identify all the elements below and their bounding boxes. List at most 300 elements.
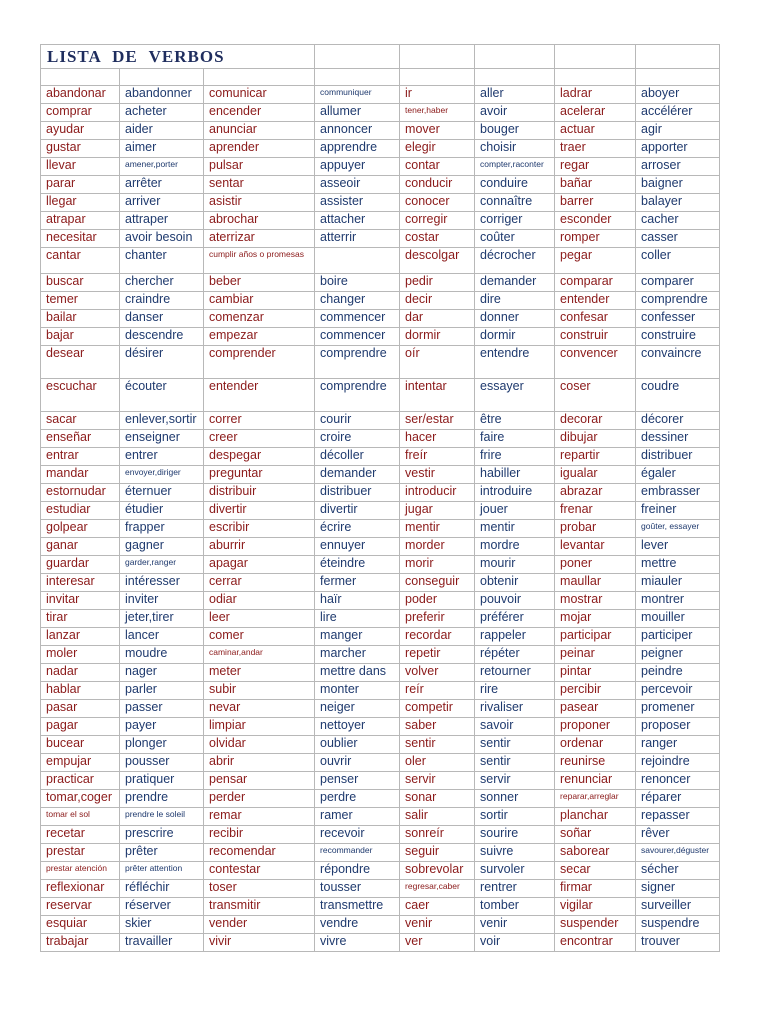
french-verb-cell: repasser xyxy=(636,808,720,826)
spanish-verb-cell: morder xyxy=(400,538,475,556)
french-verb-cell: éteindre xyxy=(315,556,400,574)
french-verb-cell: écrire xyxy=(315,520,400,538)
spanish-verb-cell: estudiar xyxy=(41,502,120,520)
spanish-verb-cell: soñar xyxy=(555,826,636,844)
spanish-verb-cell: llegar xyxy=(41,194,120,212)
spanish-verb-cell: asistir xyxy=(204,194,315,212)
spanish-verb-cell: tener,haber xyxy=(400,104,475,122)
french-verb-cell: vendre xyxy=(315,916,400,934)
empty-cell xyxy=(41,69,120,86)
french-verb-cell: venir xyxy=(475,916,555,934)
french-verb-cell: recommander xyxy=(315,844,400,862)
spanish-verb-cell: cantar xyxy=(41,248,120,274)
verb-row xyxy=(41,574,720,592)
french-verb-cell: prendre le soleil xyxy=(120,808,204,826)
french-verb-cell: payer xyxy=(120,718,204,736)
spanish-verb-cell: empujar xyxy=(41,754,120,772)
spanish-verb-cell: preguntar xyxy=(204,466,315,484)
french-verb-cell: comprendre xyxy=(636,292,720,310)
spanish-verb-cell: pedir xyxy=(400,274,475,292)
spanish-verb-cell: temer xyxy=(41,292,120,310)
french-verb-cell: envoyer,diriger xyxy=(120,466,204,484)
spanish-verb-cell: proponer xyxy=(555,718,636,736)
french-verb-cell: distribuer xyxy=(636,448,720,466)
french-verb-cell: coûter xyxy=(475,230,555,248)
french-verb-cell: sourire xyxy=(475,826,555,844)
french-verb-cell: prescrire xyxy=(120,826,204,844)
french-verb-cell: corriger xyxy=(475,212,555,230)
french-verb-cell: aimer xyxy=(120,140,204,158)
french-verb-cell: signer xyxy=(636,880,720,898)
verb-row xyxy=(41,790,720,808)
french-verb-cell: réserver xyxy=(120,898,204,916)
spanish-verb-cell: comenzar xyxy=(204,310,315,328)
spanish-verb-cell: ver xyxy=(400,934,475,952)
spanish-verb-cell: decorar xyxy=(555,412,636,430)
spanish-verb-cell: decir xyxy=(400,292,475,310)
spanish-verb-cell: ordenar xyxy=(555,736,636,754)
french-verb-cell: ranger xyxy=(636,736,720,754)
french-verb-cell: travailler xyxy=(120,934,204,952)
french-verb-cell: comprendre xyxy=(315,379,400,412)
french-verb-cell: lire xyxy=(315,610,400,628)
empty-cell xyxy=(475,45,555,69)
spanish-verb-cell: pulsar xyxy=(204,158,315,176)
french-verb-cell: avoir besoin xyxy=(120,230,204,248)
spanish-verb-cell: invitar xyxy=(41,592,120,610)
verb-row xyxy=(41,379,720,412)
spanish-verb-cell: levantar xyxy=(555,538,636,556)
spanish-verb-cell: reservar xyxy=(41,898,120,916)
empty-cell xyxy=(315,45,400,69)
verb-row xyxy=(41,754,720,772)
empty-cell xyxy=(636,69,720,86)
french-verb-cell: changer xyxy=(315,292,400,310)
french-verb-cell: compter,raconter xyxy=(475,158,555,176)
french-verb-cell: neiger xyxy=(315,700,400,718)
spanish-verb-cell: toser xyxy=(204,880,315,898)
spanish-verb-cell: buscar xyxy=(41,274,120,292)
french-verb-cell: balayer xyxy=(636,194,720,212)
empty-cell xyxy=(204,69,315,86)
spanish-verb-cell: costar xyxy=(400,230,475,248)
french-verb-cell: appuyer xyxy=(315,158,400,176)
spanish-verb-cell: sentar xyxy=(204,176,315,194)
spanish-verb-cell: seguir xyxy=(400,844,475,862)
verb-row xyxy=(41,466,720,484)
spanish-verb-cell: coser xyxy=(555,379,636,412)
spanish-verb-cell: olvidar xyxy=(204,736,315,754)
spanish-verb-cell: saber xyxy=(400,718,475,736)
spanish-verb-cell: sentir xyxy=(400,736,475,754)
spanish-verb-cell: poner xyxy=(555,556,636,574)
spanish-verb-cell: dibujar xyxy=(555,430,636,448)
french-verb-cell: entendre xyxy=(475,346,555,379)
french-verb-cell: apporter xyxy=(636,140,720,158)
verb-row xyxy=(41,664,720,682)
french-verb-cell: promener xyxy=(636,700,720,718)
french-verb-cell: dire xyxy=(475,292,555,310)
verb-row xyxy=(41,176,720,194)
spanish-verb-cell: desear xyxy=(41,346,120,379)
spanish-verb-cell: creer xyxy=(204,430,315,448)
spanish-verb-cell: esconder xyxy=(555,212,636,230)
french-verb-cell: jeter,tirer xyxy=(120,610,204,628)
french-verb-cell: répondre xyxy=(315,862,400,880)
verb-row xyxy=(41,248,720,274)
spanish-verb-cell: recibir xyxy=(204,826,315,844)
spanish-verb-cell: poder xyxy=(400,592,475,610)
french-verb-cell: goûter, essayer xyxy=(636,520,720,538)
french-verb-cell: voir xyxy=(475,934,555,952)
spanish-verb-cell: saborear xyxy=(555,844,636,862)
verb-row xyxy=(41,230,720,248)
spanish-verb-cell: prestar xyxy=(41,844,120,862)
spanish-verb-cell: intentar xyxy=(400,379,475,412)
spanish-verb-cell: necesitar xyxy=(41,230,120,248)
verb-row xyxy=(41,502,720,520)
spanish-verb-cell: elegir xyxy=(400,140,475,158)
spanish-verb-cell: recetar xyxy=(41,826,120,844)
french-verb-cell: décoller xyxy=(315,448,400,466)
verb-row xyxy=(41,862,720,880)
french-verb-cell: assister xyxy=(315,194,400,212)
verb-table xyxy=(40,44,720,952)
verb-row xyxy=(41,448,720,466)
french-verb-cell: savoir xyxy=(475,718,555,736)
french-verb-cell: croire xyxy=(315,430,400,448)
french-verb-cell: chanter xyxy=(120,248,204,274)
french-verb-cell: arroser xyxy=(636,158,720,176)
french-verb-cell: bouger xyxy=(475,122,555,140)
french-verb-cell: fermer xyxy=(315,574,400,592)
spanish-verb-cell: comprar xyxy=(41,104,120,122)
french-verb-cell: lancer xyxy=(120,628,204,646)
spanish-verb-cell: abrazar xyxy=(555,484,636,502)
french-verb-cell: conduire xyxy=(475,176,555,194)
spanish-verb-cell: nadar xyxy=(41,664,120,682)
spanish-verb-cell: entrar xyxy=(41,448,120,466)
spanish-verb-cell: comunicar xyxy=(204,86,315,104)
empty-cell xyxy=(636,45,720,69)
spanish-verb-cell: pagar xyxy=(41,718,120,736)
spanish-verb-cell: contestar xyxy=(204,862,315,880)
french-verb-cell: renoncer xyxy=(636,772,720,790)
french-verb-cell: sonner xyxy=(475,790,555,808)
french-verb-cell: perdre xyxy=(315,790,400,808)
french-verb-cell: répéter xyxy=(475,646,555,664)
french-verb-cell: skier xyxy=(120,916,204,934)
french-verb-cell: entrer xyxy=(120,448,204,466)
french-verb-cell: obtenir xyxy=(475,574,555,592)
spanish-verb-cell: introducir xyxy=(400,484,475,502)
french-verb-cell: annoncer xyxy=(315,122,400,140)
french-verb-cell: comprendre xyxy=(315,346,400,379)
verb-row xyxy=(41,880,720,898)
french-verb-cell: divertir xyxy=(315,502,400,520)
verb-row xyxy=(41,104,720,122)
french-verb-cell: mourir xyxy=(475,556,555,574)
french-verb-cell: aboyer xyxy=(636,86,720,104)
spanish-verb-cell: leer xyxy=(204,610,315,628)
spanish-verb-cell: escribir xyxy=(204,520,315,538)
french-verb-cell: attraper xyxy=(120,212,204,230)
french-verb-cell: frapper xyxy=(120,520,204,538)
spanish-verb-cell: gustar xyxy=(41,140,120,158)
french-verb-cell: comparer xyxy=(636,274,720,292)
french-verb-cell: confesser xyxy=(636,310,720,328)
french-verb-cell: boire xyxy=(315,274,400,292)
spanish-verb-cell: confesar xyxy=(555,310,636,328)
spanish-verb-cell: limpiar xyxy=(204,718,315,736)
french-verb-cell: étudier xyxy=(120,502,204,520)
french-verb-cell: décrocher xyxy=(475,248,555,274)
spanish-verb-cell: correr xyxy=(204,412,315,430)
spanish-verb-cell: pasear xyxy=(555,700,636,718)
verb-row xyxy=(41,520,720,538)
french-verb-cell: inviter xyxy=(120,592,204,610)
french-verb-cell: communiquer xyxy=(315,86,400,104)
verb-row xyxy=(41,310,720,328)
french-verb-cell: apprendre xyxy=(315,140,400,158)
spanish-verb-cell: tirar xyxy=(41,610,120,628)
spanish-verb-cell: interesar xyxy=(41,574,120,592)
verb-row xyxy=(41,484,720,502)
verb-row xyxy=(41,412,720,430)
french-verb-cell: penser xyxy=(315,772,400,790)
spanish-verb-cell: conducir xyxy=(400,176,475,194)
spanish-verb-cell: despegar xyxy=(204,448,315,466)
spanish-verb-cell: bailar xyxy=(41,310,120,328)
french-verb-cell: vivre xyxy=(315,934,400,952)
french-verb-cell: passer xyxy=(120,700,204,718)
french-verb-cell: pouvoir xyxy=(475,592,555,610)
french-verb-cell: prendre xyxy=(120,790,204,808)
french-verb-cell: descendre xyxy=(120,328,204,346)
spanish-verb-cell: bajar xyxy=(41,328,120,346)
spanish-verb-cell: traer xyxy=(555,140,636,158)
spanish-verb-cell: frenar xyxy=(555,502,636,520)
spanish-verb-cell: sonar xyxy=(400,790,475,808)
french-verb-cell: peigner xyxy=(636,646,720,664)
french-verb-cell: retourner xyxy=(475,664,555,682)
spanish-verb-cell: participar xyxy=(555,628,636,646)
spanish-verb-cell: aprender xyxy=(204,140,315,158)
french-verb-cell: connaître xyxy=(475,194,555,212)
french-verb-cell: habiller xyxy=(475,466,555,484)
spanish-verb-cell: salir xyxy=(400,808,475,826)
french-verb-cell: monter xyxy=(315,682,400,700)
spanish-verb-cell: tomar el sol xyxy=(41,808,120,826)
french-verb-cell: cacher xyxy=(636,212,720,230)
verb-row xyxy=(41,808,720,826)
spanish-verb-cell: competir xyxy=(400,700,475,718)
french-verb-cell xyxy=(315,248,400,274)
spanish-verb-cell: venir xyxy=(400,916,475,934)
spanish-verb-cell: bañar xyxy=(555,176,636,194)
french-verb-cell: prêter xyxy=(120,844,204,862)
spanish-verb-cell: cambiar xyxy=(204,292,315,310)
verb-row xyxy=(41,274,720,292)
french-verb-cell: construire xyxy=(636,328,720,346)
french-verb-cell: mordre xyxy=(475,538,555,556)
verb-row xyxy=(41,292,720,310)
verb-row xyxy=(41,736,720,754)
spanish-verb-cell: sonreír xyxy=(400,826,475,844)
spanish-verb-cell: odiar xyxy=(204,592,315,610)
verb-list-document xyxy=(40,44,719,952)
spanish-verb-cell: reír xyxy=(400,682,475,700)
french-verb-cell: pratiquer xyxy=(120,772,204,790)
french-verb-cell: éternuer xyxy=(120,484,204,502)
spanish-verb-cell: trabajar xyxy=(41,934,120,952)
french-verb-cell: jouer xyxy=(475,502,555,520)
french-verb-cell: sentir xyxy=(475,736,555,754)
verb-row xyxy=(41,826,720,844)
empty-cell xyxy=(400,69,475,86)
french-verb-cell: acheter xyxy=(120,104,204,122)
french-verb-cell: proposer xyxy=(636,718,720,736)
spanish-verb-cell: meter xyxy=(204,664,315,682)
spanish-verb-cell: conocer xyxy=(400,194,475,212)
spanish-verb-cell: probar xyxy=(555,520,636,538)
spanish-verb-cell: vestir xyxy=(400,466,475,484)
spanish-verb-cell: suspender xyxy=(555,916,636,934)
french-verb-cell: réfléchir xyxy=(120,880,204,898)
verb-row xyxy=(41,610,720,628)
french-verb-cell: tousser xyxy=(315,880,400,898)
spanish-verb-cell: acelerar xyxy=(555,104,636,122)
spanish-verb-cell: parar xyxy=(41,176,120,194)
spanish-verb-cell: hacer xyxy=(400,430,475,448)
verb-row xyxy=(41,158,720,176)
french-verb-cell: mouiller xyxy=(636,610,720,628)
french-verb-cell: rire xyxy=(475,682,555,700)
french-verb-cell: agir xyxy=(636,122,720,140)
spanish-verb-cell: renunciar xyxy=(555,772,636,790)
verb-row xyxy=(41,86,720,104)
spanish-verb-cell: comprender xyxy=(204,346,315,379)
french-verb-cell: peindre xyxy=(636,664,720,682)
spanish-verb-cell: ayudar xyxy=(41,122,120,140)
spanish-verb-cell: prestar atención xyxy=(41,862,120,880)
french-verb-cell: haïr xyxy=(315,592,400,610)
spanish-verb-cell: tomar,coger xyxy=(41,790,120,808)
french-verb-cell: commencer xyxy=(315,310,400,328)
verb-row xyxy=(41,122,720,140)
spanish-verb-cell: golpear xyxy=(41,520,120,538)
verb-row xyxy=(41,212,720,230)
french-verb-cell: sentir xyxy=(475,754,555,772)
french-verb-cell: réparer xyxy=(636,790,720,808)
empty-cell xyxy=(400,45,475,69)
spanish-verb-cell: mover xyxy=(400,122,475,140)
spanish-verb-cell: maullar xyxy=(555,574,636,592)
spanish-verb-cell: planchar xyxy=(555,808,636,826)
french-verb-cell: intéresser xyxy=(120,574,204,592)
french-verb-cell: rêver xyxy=(636,826,720,844)
spanish-verb-cell: servir xyxy=(400,772,475,790)
verb-row xyxy=(41,898,720,916)
french-verb-cell: manger xyxy=(315,628,400,646)
spanish-verb-cell: llevar xyxy=(41,158,120,176)
spanish-verb-cell: oír xyxy=(400,346,475,379)
french-verb-cell: ramer xyxy=(315,808,400,826)
spanish-verb-cell: jugar xyxy=(400,502,475,520)
verb-row xyxy=(41,682,720,700)
french-verb-cell: garder,ranger xyxy=(120,556,204,574)
french-verb-cell: avoir xyxy=(475,104,555,122)
french-verb-cell: servir xyxy=(475,772,555,790)
spanish-verb-cell: mojar xyxy=(555,610,636,628)
title-row xyxy=(41,45,720,69)
empty-cell xyxy=(120,69,204,86)
french-verb-cell: accélérer xyxy=(636,104,720,122)
french-verb-cell: convaincre xyxy=(636,346,720,379)
french-verb-cell: arriver xyxy=(120,194,204,212)
french-verb-cell: attacher xyxy=(315,212,400,230)
spanish-verb-cell: volver xyxy=(400,664,475,682)
spanish-verb-cell: estornudar xyxy=(41,484,120,502)
spanish-verb-cell: freír xyxy=(400,448,475,466)
french-verb-cell: aider xyxy=(120,122,204,140)
spanish-verb-cell: pintar xyxy=(555,664,636,682)
blank-row xyxy=(41,69,720,86)
french-verb-cell: embrasser xyxy=(636,484,720,502)
spanish-verb-cell: descolgar xyxy=(400,248,475,274)
spanish-verb-cell: ser/estar xyxy=(400,412,475,430)
spanish-verb-cell: cerrar xyxy=(204,574,315,592)
french-verb-cell: parler xyxy=(120,682,204,700)
spanish-verb-cell: romper xyxy=(555,230,636,248)
french-verb-cell: mettre dans xyxy=(315,664,400,682)
french-verb-cell: coudre xyxy=(636,379,720,412)
verb-row xyxy=(41,772,720,790)
spanish-verb-cell: escuchar xyxy=(41,379,120,412)
spanish-verb-cell: construir xyxy=(555,328,636,346)
french-verb-cell: recevoir xyxy=(315,826,400,844)
spanish-verb-cell: reunirse xyxy=(555,754,636,772)
empty-cell xyxy=(555,69,636,86)
french-verb-cell: rappeler xyxy=(475,628,555,646)
french-verb-cell: oublier xyxy=(315,736,400,754)
spanish-verb-cell: pegar xyxy=(555,248,636,274)
empty-cell xyxy=(315,69,400,86)
spanish-verb-cell: secar xyxy=(555,862,636,880)
french-verb-cell: préférer xyxy=(475,610,555,628)
verb-row xyxy=(41,592,720,610)
spanish-verb-cell: hablar xyxy=(41,682,120,700)
french-verb-cell: nager xyxy=(120,664,204,682)
spanish-verb-cell: convencer xyxy=(555,346,636,379)
french-verb-cell: gagner xyxy=(120,538,204,556)
french-verb-cell: ouvrir xyxy=(315,754,400,772)
french-verb-cell: marcher xyxy=(315,646,400,664)
french-verb-cell: essayer xyxy=(475,379,555,412)
spanish-verb-cell: percibir xyxy=(555,682,636,700)
spanish-verb-cell: divertir xyxy=(204,502,315,520)
french-verb-cell: être xyxy=(475,412,555,430)
spanish-verb-cell: remar xyxy=(204,808,315,826)
spanish-verb-cell: apagar xyxy=(204,556,315,574)
spanish-verb-cell: sobrevolar xyxy=(400,862,475,880)
french-verb-cell: savourer,déguster xyxy=(636,844,720,862)
french-verb-cell: craindre xyxy=(120,292,204,310)
spanish-verb-cell: oler xyxy=(400,754,475,772)
spanish-verb-cell: bucear xyxy=(41,736,120,754)
french-verb-cell: lever xyxy=(636,538,720,556)
spanish-verb-cell: perder xyxy=(204,790,315,808)
